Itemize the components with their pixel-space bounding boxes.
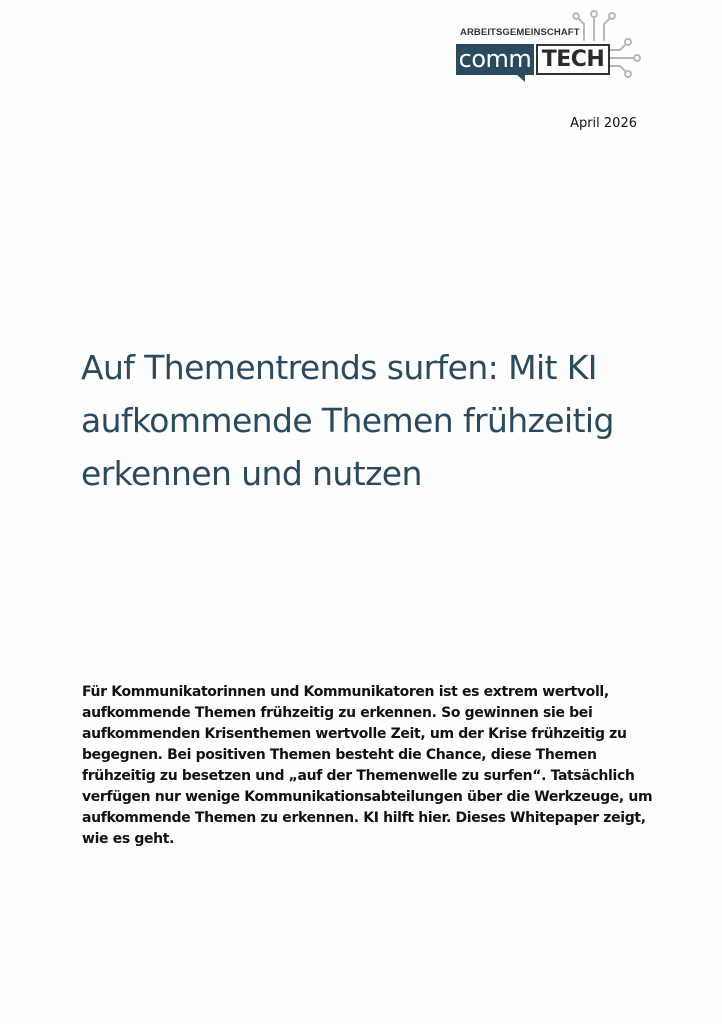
logo-supertitle: ARBEITSGEMEINSCHAFT bbox=[460, 27, 580, 38]
logo-word-comm: comm bbox=[456, 44, 534, 75]
document-title: Auf Thementrends surfen: Mit KI aufkommende Themen frühzeitig erkennen und nutzen bbox=[81, 348, 614, 493]
logo-word-tech: TECH bbox=[536, 44, 610, 75]
logo-speech-tail bbox=[516, 74, 525, 82]
publication-date: April 2026 bbox=[570, 116, 637, 131]
arbeitsgemeinschaft-commtech-logo bbox=[452, 10, 642, 84]
document-abstract: Für Kommunikatorinnen und Kommunikatoren ist es extrem wertvoll, aufkommende Themen frühzeitig zu erkennen. So gewinnen sie bei aufkommenden Krisenthemen wertvolle Zeit, um der Krise frühzeitig zu begegnen. Bei positiven Themen besteht die Chance, diese Themen frühzeitig zu besetzen und „auf der Themenwelle zu surfen“. Tatsächlich verfügen nur wenige Kommunikationsabteilungen über die Werkzeuge, um aufkommende Themen zu erkennen. KI hilft hier. Dieses Whitepaper zeigt, wie es geht. bbox=[82, 684, 653, 847]
